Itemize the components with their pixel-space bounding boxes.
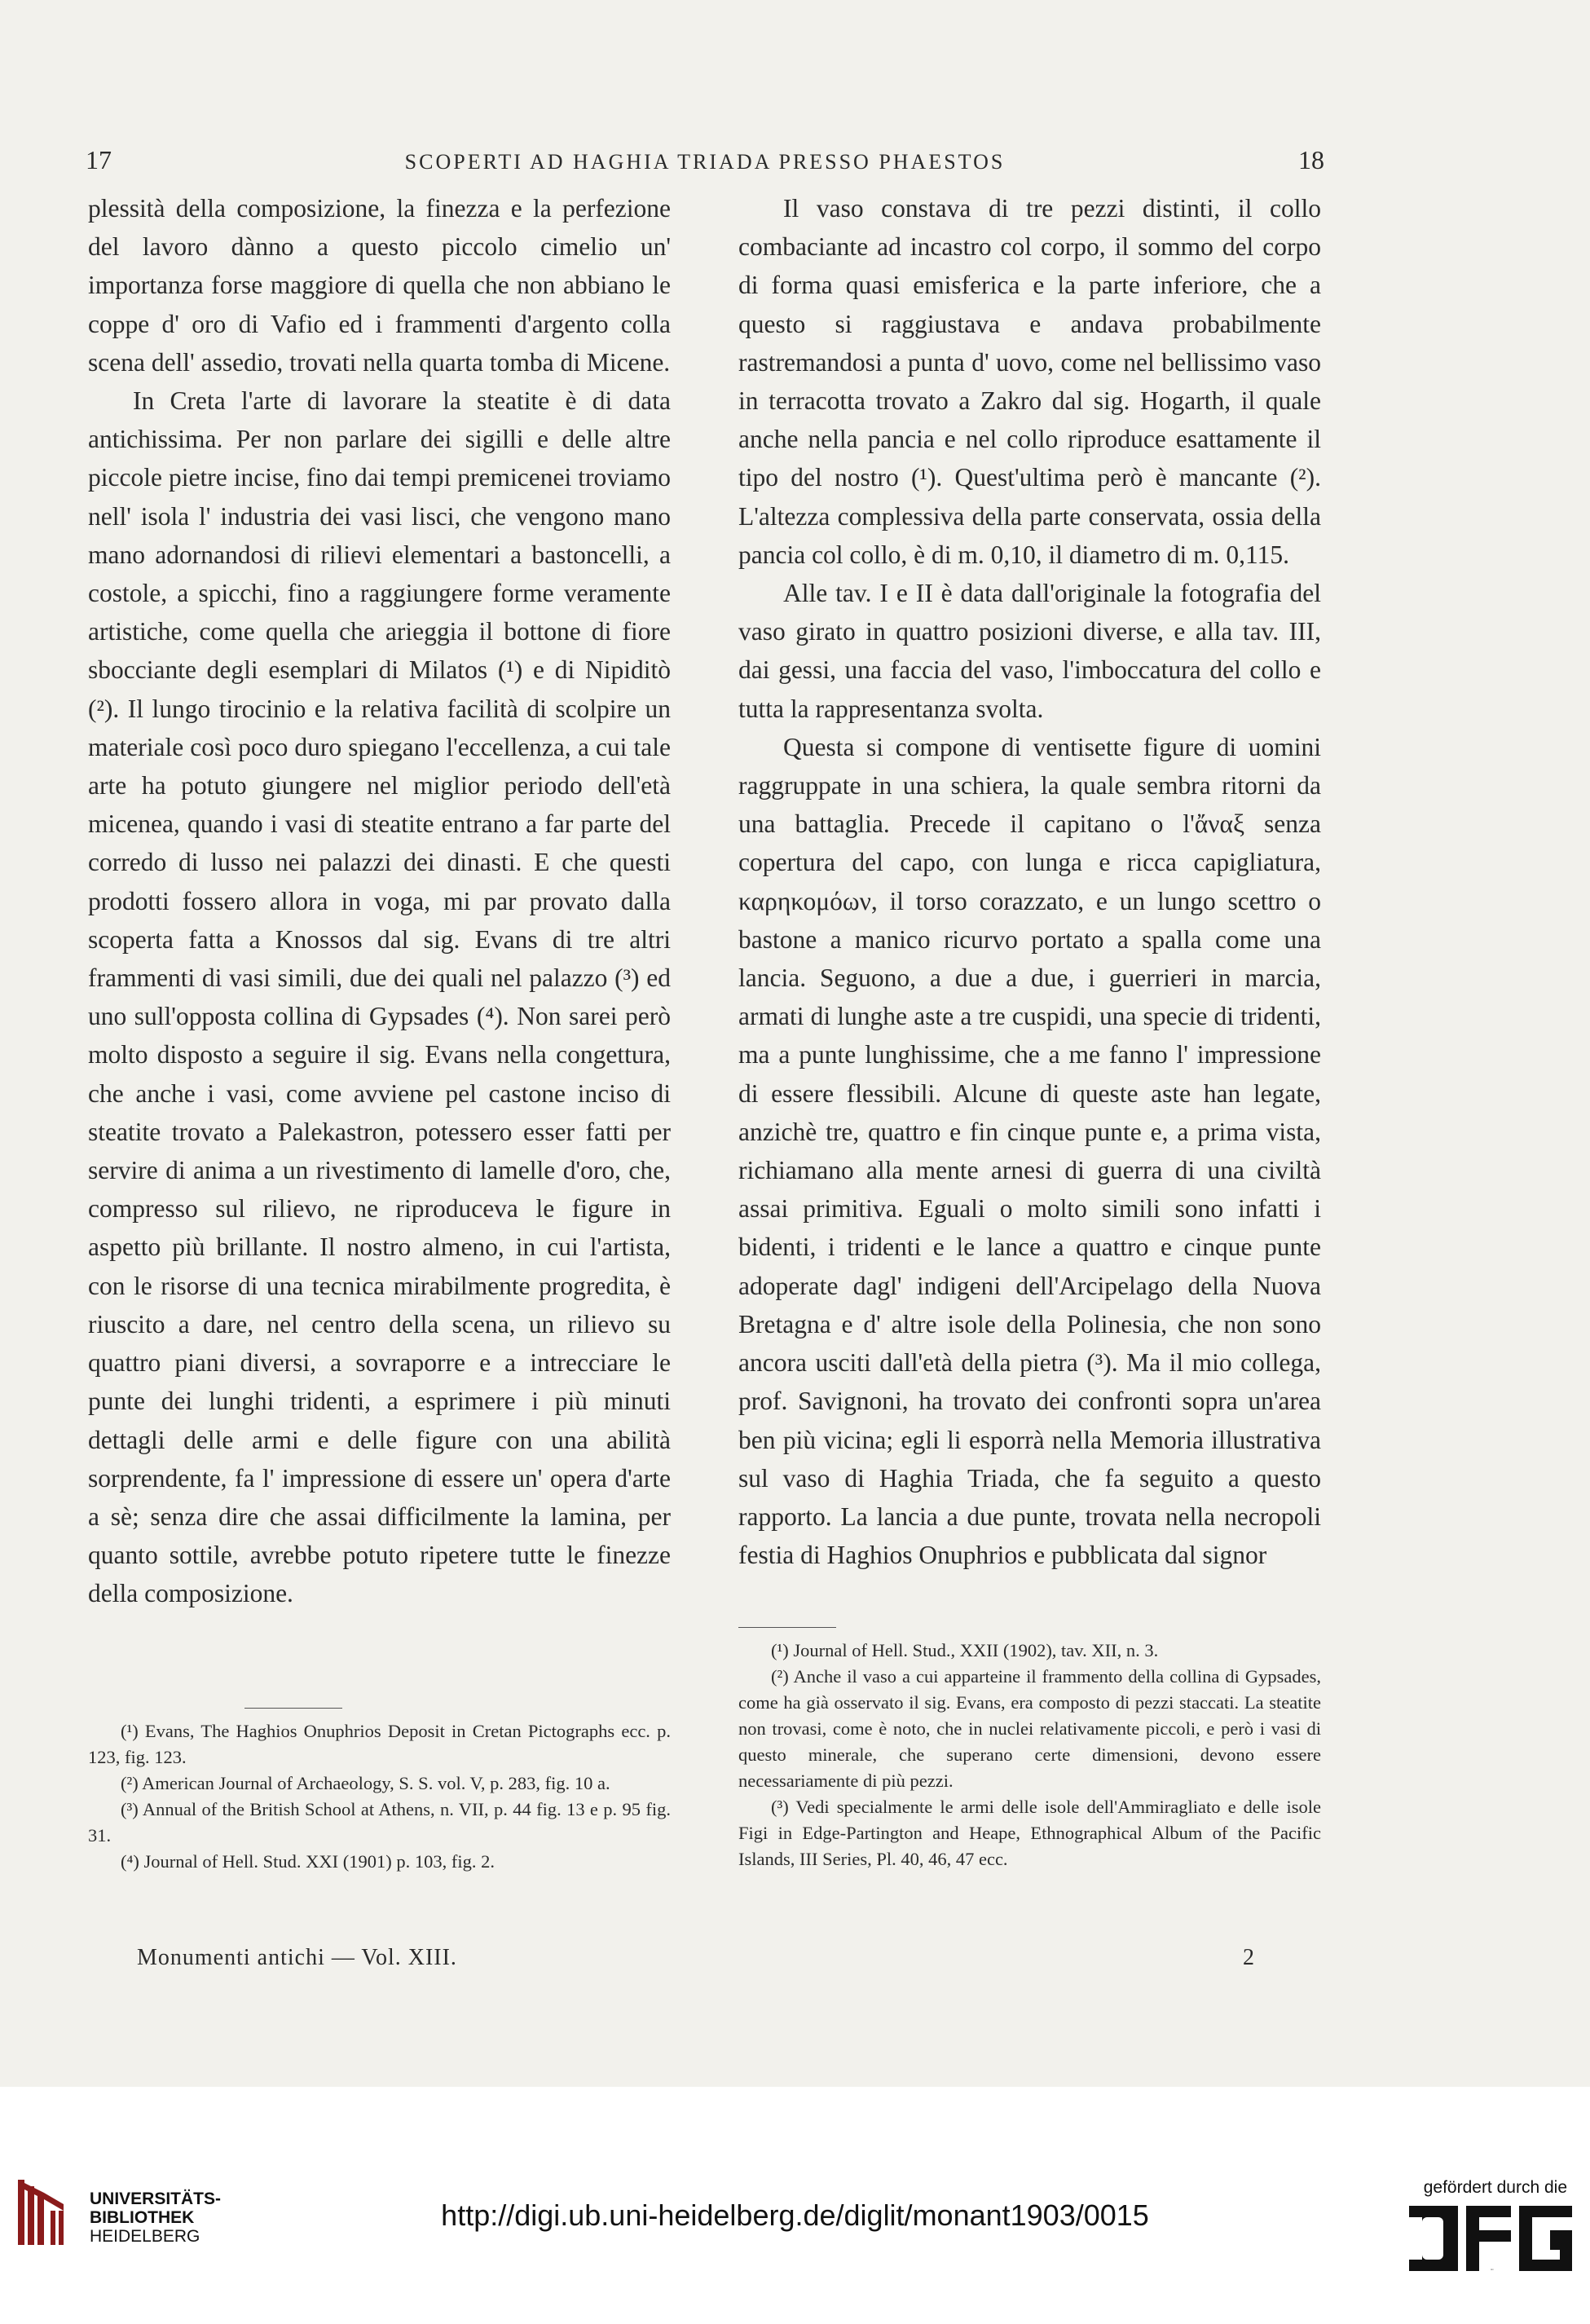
library-line-3: HEIDELBERG bbox=[90, 2227, 200, 2246]
dfg-logo-icon bbox=[1409, 2206, 1572, 2271]
running-title: SCOPERTI AD HAGHIA TRIADA PRESSO PHAESTOS bbox=[404, 150, 1006, 174]
left-column bbox=[88, 189, 671, 1613]
footnote-right-1: (¹) Journal of Hell. Stud., XXII (1902), tav. XII, n. 3. bbox=[771, 1640, 1159, 1660]
footnotes-right bbox=[738, 1638, 1321, 1872]
library-line-1: UNIVERSITÄTS- bbox=[90, 2189, 222, 2208]
svg-text:DFG: DFG bbox=[1491, 2269, 1495, 2271]
right-paragraph-1: Il vaso constava di tre pezzi distinti, il collo combaciante ad incastro col corpo, il sommo del corpo di forma quasi emisferica e la parte inferiore, che a questo si raggiustava e andava probabilmente rastremandosi a punta d' uovo, come nel bellissimo vaso in terracotta trovato a Zakro dal sig. Hogarth, il quale anche nella pancia e nel collo riproduce esattamente il tipo del nostro (¹). Quest'ultima però è mancante (²). L'altezza complessiva della parte conservata, ossia della pancia col collo, è di m. 0,10, il diametro di m. 0,115. bbox=[738, 194, 1321, 569]
footnote-right-2: (²) Anche il vaso a cui apparteine il frammento della collina di Gypsades, come ha già osservato il sig. Evans, era composto di pezzi staccati. La steatite non trovasi, come è noto, che in nuclei relativamente piccoli, e però i vasi di questo minerale, che superano certe dimensioni, devono essere necessariamente di più pezzi. bbox=[738, 1666, 1321, 1791]
signature-line: Monumenti antichi — Vol. XIII. bbox=[137, 1945, 457, 1970]
signature-number: 2 bbox=[1243, 1945, 1254, 1970]
digitization-url-link[interactable]: http://digi.ub.uni-heidelberg.de/diglit/monant1903/0015 bbox=[441, 2198, 1149, 2232]
left-paragraph-2: In Creta l'arte di lavorare la steatite è di data antichissima. Per non parlare dei sigilli e delle altre piccole pietre incise, fino dai tempi premicenei troviamo nell' isola l' industria dei vasi lisci, che vengono mano mano adornandosi di rilievi elementari a bastoncelli, a costole, a spicchi, fino a raggiungere forme veramente artistiche, come quella che arieggia il bottone di fiore sbocciante degli esemplari di Milatos (¹) e di Nipiditò (²). Il lungo tirocinio e la relativa facilità di scolpire un materiale così poco duro spiegano l'eccellenza, a cui tale arte ha potuto giungere nel miglior periodo dell'età micenea, quando i vasi di steatite entrano a far parte del corredo di lusso nei palazzi dei dinasti. E che questi prodotti fossero allora in voga, mi par provato dalla scoperta fatta a Knossos dal sig. Evans di tre altri frammenti di vasi simili, due dei quali nel palazzo (³) ed uno sull'opposta collina di Gypsades (⁴). Non sarei però molto disposto a seguire il sig. Evans nella congettura, che anche i vasi, come avviene pel castone inciso di steatite trovato a Palekastron, potessero esser fatti per servire di anima a un rivestimento di lamelle d'oro, che, compresso sul rilievo, ne riproduceva le figure in aspetto più brillante. Il nostro almeno, in cui l'artista, con le risorse di una tecnica mirabilmente progredita, è riuscito a dare, nel centro della scena, un rilievo su quattro piani diversi, a sovraporre e a intrecciare le punte dei lunghi tridenti, a esprimere i più minuti dettagli delle armi e delle figure con una abilità sorprendente, fa l' impressione di essere un' opera d'arte a sè; senza dire che assai difficilmente la lamina, per quanto sottile, avrebbe potuto ripetere tutte le finezze della composizione. bbox=[88, 386, 671, 1608]
footnote-right-3: (³) Vedi specialmente le armi delle isole dell'Ammiragliato e delle isole Figi in Edge-Partington and Heape, Ethnographical Album of the Pacific Islands, III Series, Pl. 40, 46, 47 ecc. bbox=[738, 1797, 1321, 1869]
running-header bbox=[86, 145, 1324, 178]
library-line-2: BIBLIOTHEK bbox=[90, 2208, 195, 2227]
funding-caption: gefördert durch die bbox=[1423, 2178, 1567, 2197]
footnote-left-4: (⁴) Journal of Hell. Stud. XXI (1901) p. 103, fig. 2. bbox=[121, 1851, 495, 1872]
right-paragraph-3: Questa si compone di ventisette figure di uomini raggruppate in una schiera, la quale sembra ritorni da una battaglia. Precede il capitano o l'ἄναξ senza copertura del capo, con lunga e ricca capigliatura, καρηκομόων, il torso corazzato, e un lungo scettro o bastone a manico ricurvo portato a spalla come una lancia. Seguono, a due a due, i guerrieri in marcia, armati di lunghe aste a tre cuspidi, una specie di tridenti, ma a punte lunghissime, che a me fanno l' impressione di essere flessibili. Alcune di queste aste han legate, anzichè tre, quattro e fin cinque punte e, a prima vista, richiamano alla mente arnesi di guerra di una civiltà assai primitiva. Eguali o molto simili sono infatti i bidenti, i tridenti e le lance a quattro e cinque punte adoperate dagl' indigeni dell'Arcipelago della Nuova Bretagna e d' altre isole della Polinesia, che non sono ancora usciti dall'età della pietra (³). Ma il mio collega, prof. Savignoni, ha trovato dei confronti sopra un'area ben più vicina; egli li esporrà nella Memoria illustrativa sul vaso di Haghia Triada, che fa seguito a questo rapporto. La lancia a due punte, trovata nella necropoli festia di Haghios Onuphrios e pubblicata dal signor bbox=[738, 732, 1321, 1570]
right-column bbox=[738, 189, 1321, 1574]
footnote-divider-right bbox=[738, 1627, 836, 1628]
footnote-divider-left bbox=[244, 1708, 342, 1709]
left-paragraph-1: plessità della composizione, la finezza e la perfezione del lavoro dànno a questo piccolo cimelio un' importanza forse maggiore di quella che non abbiano le coppe d' oro di Vafio ed i frammenti d'argento colla scena dell' assedio, trovati nella quarta tomba di Micene. bbox=[88, 194, 671, 377]
footnote-left-2: (²) American Journal of Archaeology, S. S. vol. V, p. 283, fig. 10 a. bbox=[121, 1773, 610, 1793]
footnote-left-1: (¹) Evans, The Haghios Onuphrios Deposit in Cretan Pictographs ecc. p. 123, fig. 123. bbox=[88, 1721, 671, 1767]
page-number-left: 17 bbox=[86, 145, 112, 174]
right-paragraph-2: Alle tav. I e II è data dall'originale la fotografia del vaso girato in quattro posizioni diverse, e alla tav. III, dai gessi, una faccia del vaso, l'imboccatura del collo e tutta la rappresentanza svolta. bbox=[738, 579, 1321, 723]
footnote-left-3: (³) Annual of the British School at Athens, n. VII, p. 44 fig. 13 e p. 95 fig. 31. bbox=[88, 1799, 671, 1846]
footnotes-left bbox=[88, 1718, 671, 1875]
page-number-right: 18 bbox=[1298, 145, 1324, 174]
